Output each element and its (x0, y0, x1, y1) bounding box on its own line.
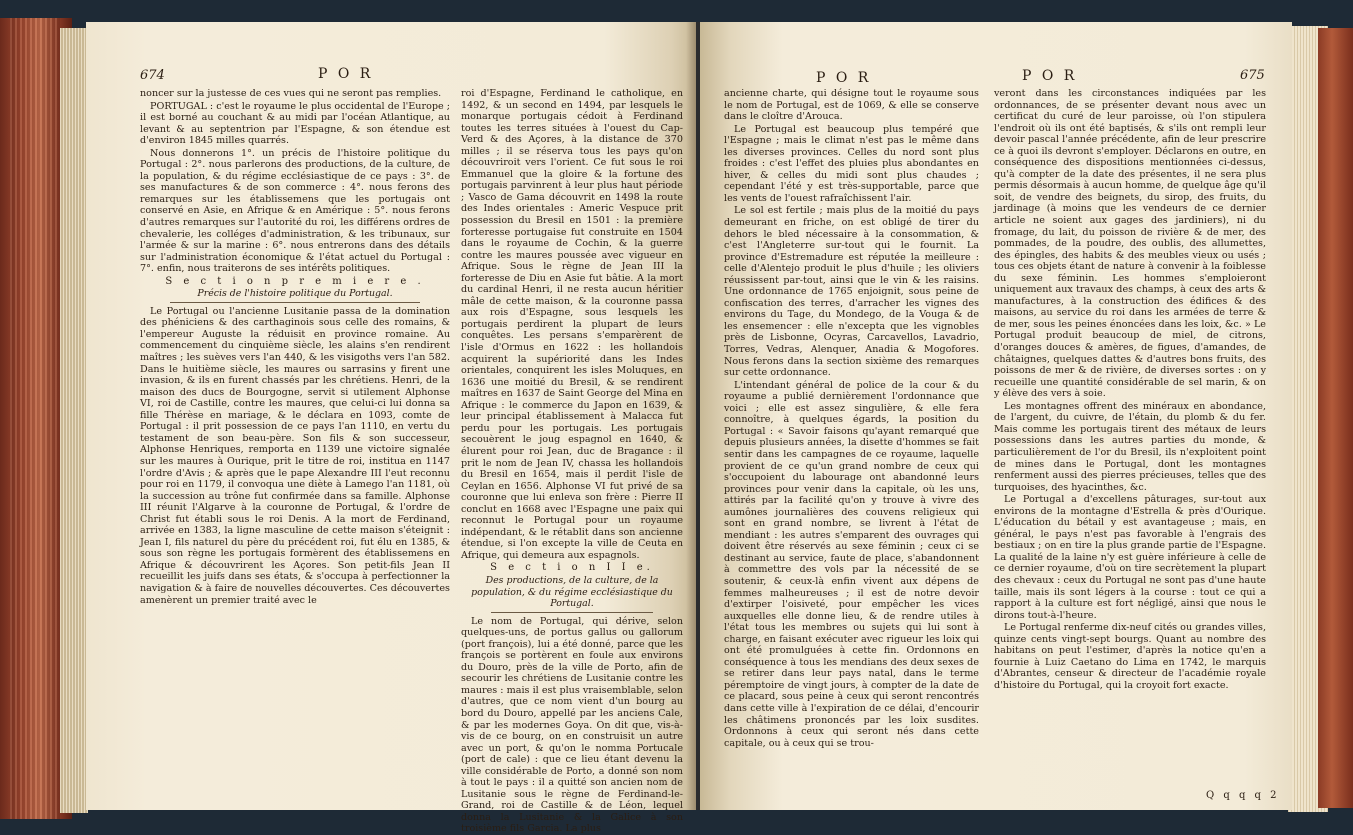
section-title: S e c t i o n p r e m i e r e . (165, 275, 425, 287)
left-page (86, 22, 696, 835)
section-subtitle: Précis de l'histoire politique du Portugal. (197, 288, 393, 300)
paragraph: Les montagnes offrent des minéraux en abondance, de l'argent, du cuivre, de l'étain, du plomb & du fer. Mais comme les portugais tirent des métaux de leurs possessions dans les autres parties du monde, & particulièrement de l'or du Bresil, ils n'exploitent point de mines dans le Portugal, dont les montagnes renferment aussi des pierres précieuses, telles que des turquoises, des hyacinthes, &c. (994, 400, 1266, 493)
running-head-left: P O R (318, 66, 374, 82)
page-number-right: 675 (1240, 68, 1265, 83)
running-head-right-2: P O R (1022, 68, 1078, 84)
paragraph: PORTUGAL : c'est le royaume le plus occidental de l'Europe ; il est borné au couchant & au midi par l'océan Atlantique, au levant & au septentrion par l'Espagne, & son étendue est d'environ 1845 milles quarrés. (140, 100, 450, 147)
paragraph: Le sol est fertile ; mais plus de la moitié du pays demeurant en friche, on est obligé de tirer du dehors le bled nécessaire à la consommation, & c'est l'Angleterre sur-tout qui le fournit. La province d'Estremadure est réputée la meilleure : celle d'Alentejo produit le plus d'huile ; les oliviers réussissent par-tout, ainsi que le vin & les raisins. Une ordonnance de 1765 enjoignit, sous peine de confiscation des terres, d'arracher les vignes des environs du Tage, du Mondego, de la Vouga & de les ensemencer : elle n'excepta que les vignobles près de Lisbonne, Ocyras, Carcavellos, Lavadrio, Torres, Vedras, Alenquer, Anadia & Mogofores. Nous ferons dans la section sixième des remarques sur cette ordonnance. (724, 205, 979, 379)
right-page (700, 22, 1292, 810)
book-cover-right (1318, 28, 1353, 808)
paragraph: Nous donnerons 1°. un précis de l'histoire politique du Portugal : 2°. nous parlerons des productions, de la culture, de la population, & du régime ecclésiastique de ce pays : 3°. de ses manufactures & de son commerce : 4°. nous ferons des remarques sur les établissemens que les portugais ont conservé en Asie, en Afrique & en Amérique : 5°. nous ferons d'autres remarques sur l'autorité du roi, les différens ordres de chevalerie, les colléges d'administration, & les tribunaux, sur l'armée & sur la marine : 6°. nous entrerons dans des détails sur l'administration économique & l'état actuel du Portugal : 7°. enfin, nous traiterons de ses intérêts politiques. (140, 147, 450, 275)
paragraph: roi d'Espagne, Ferdinand le catholique, en 1492, & un second en 1494, par lesquels le monarque portugais cédoit à Ferdinand toutes les terres situées à l'ouest du Cap-Verd & des Açores, à la distance de 370 milles ; il se réserva tous les pays qu'on découvriroit vers l'orient. Ce fut sous le roi Emmanuel que la gloire & la fortune des portugais parvinrent à leur plus haut période ; Vasco de Gama découvrit en 1498 la route des Indes orientales : Americ Vespuce prit possession du Bresil en 1501 : la première forteresse portugaise fut construite en 1504 dans le royaume de Cochin, & la guerre contre les maures poussée avec vigueur en Afrique. Sous le règne de Jean III la forteresse de Diu en Asie fut bâtie. A la mort du cardinal Henri, il ne resta aucun héritier mâle de cette maison, & la couronne passa aux rois d'Espagne, sous lesquels les portugais perdirent la plupart de leurs conquêtes. Les persans s'emparèrent de l'isle d'Ormus en 1622 : les hollandois acquirent la supériorité dans les Indes orientales, conquirent les isles Moluques, en 1636 une moitié du Bresil, & se rendirent maîtres en 1637 de Saint George del Mina en Afrique : le commerce du Japon en 1639, & leur principal établissement à Malacca fut perdu pour les portugais. Les portugais secouèrent le joug espagnol en 1640, & élurent pour roi Jean, duc de Bragance : il prit le nom de Jean IV, chassa les hollandois du Bresil en 1654, mais il perdit l'isle de Ceylan en 1656. Alphonse VI fut privé de sa couronne que lui enleva son frère : Pierre II conclut en 1668 avec l'Espagne une paix qui reconnut le Portugal pour un royaume indépendant, & le rétablit dans son ancienne étendue, si l'on excepte la ville de Ceuta en Afrique, qui demeura aux espagnols. (461, 88, 683, 561)
paragraph: Le nom de Portugal, qui dérive, selon quelques-uns, de portus gallus ou gallorum (port françois), lui a été donné, parce que les françois se portèrent en foule aux environs du Douro, près de la ville de Porto, afin de secourir les chrétiens de Lusitanie contre les maures : mais il est plus vraisemblable, selon d'autres, que ce nom vient d'un bourg au bord du Douro, appellé par les anciens Cale, & par les modernes Goya. On dit que, vis-à-vis de ce bourg, on en construisit un autre avec un port, & qu'on le nomma Portucale (port de cale) : que ce lieu étant devenu la ville considérable de Porto, a donné son nom à tout le pays : il a quitté son ancien nom de Lusitanie sous le règne de Ferdinand-le-Grand, roi de Castille & de Léon, lequel donna la Lusitanie & la Galice à son troisième fils Garcia. La plus (461, 615, 683, 835)
paragraph: noncer sur la justesse de ces vues qui ne seront pas remplies. (140, 88, 442, 99)
right-page-column-2 (994, 88, 1266, 788)
page-edges-left (60, 28, 88, 813)
paragraph: veront dans les circonstances indiquées par les ordonnances, de se présenter devant nous avec un certificat du curé de leur paroisse, où l'on stipulera l'endroit où ils ont été baptisés, & s'ils ont rempli leur devoir pascal l'année précédente, afin de leur prescrire ce à quoi ils devront s'employer. Déclarons en outre, en conséquence des dispositions mentionnées ci-dessus, qu'à compter de la date des présentes, il ne sera plus permis désormais à aucun homme, de quelque âge qu'il soit, de vendre des beignets, du sirop, des fruits, du jardinage (à moins que les vendeurs de ce dernier article ne soient aux gages des jardiniers), ni du fromage, du lait, du poisson de rivière & de mer, des pommades, de la poudre, des oublis, des allumettes, des épingles, des habits & des meubles vieux ou usés ; tous ces objets étant de nature à convenir à la foiblesse du sexe féminin. Les hommes s'emploieront uniquement aux travaux des champs, à ceux des arts & manufactures, à la construction des édifices & des maisons, au service du roi dans les armées de terre & de mer, sous les peines énoncées dans les loix, &c. » Le Portugal produit beaucoup de miel, de citrons, d'oranges douces & amères, de figues, d'amandes, de châtaignes, quelques dattes & d'autres bons fruits, des poissons de mer & de rivière, de diverses sortes : on y recueille une quantité considérable de sel marin, & on y élève des vers à soie. (994, 88, 1266, 400)
paragraph: Le Portugal est beaucoup plus tempéré que l'Espagne ; mais le climat n'est pas le même dans les diverses provinces. Celles du nord sont plus froides : c'est l'effet des pluies plus abondantes en hiver, & celles du midi sont plus chaudes ; cependant l'été y est très-supportable, parce que les vents de l'ouest rafraîchissent l'air. (724, 123, 979, 204)
divider (491, 612, 653, 613)
divider (170, 302, 420, 303)
paragraph: Le Portugal renferme dix-neuf cités ou grandes villes, quinze cents vingt-sept bourgs. Quant au nombre des habitans on peut l'estimer, d'après la notice qu'en a fournie à Luiz Caetano do Lima en 1742, le marquis d'Abrantes, censeur & directeur de l'académie royale d'histoire du Portugal, qui la croyoit fort exacte. (994, 622, 1266, 691)
paragraph: Le Portugal a d'excellens pâturages, sur-tout aux environs de la montagne d'Estrella & près d'Ourique. L'éducation du bétail y est avantageuse ; mais, en général, le pays n'est pas favorable à l'engrais des bestiaux ; on en tire la plus grande partie de l'Espagne. La qualité de la laine n'y est guère inférieure à celle de ce dernier royaume, d'où on tire secrètement la plupart des chevaux : ceux du Portugal ne sont pas d'une haute taille, mais ils sont légers à la course : tout ce qui a rapport à la culture est fort négligé, ainsi que nous le dirons tout-à-l'heure. (994, 494, 1266, 621)
page-number-left: 674 (140, 68, 165, 83)
left-page-column-1 (140, 88, 450, 806)
section-subtitle: Des productions, de la culture, de la population, & du régime ecclésiastique du Portugal. (471, 574, 673, 610)
signature-mark: Q q q q 2 (1206, 790, 1280, 801)
left-page-column-2 (461, 88, 683, 835)
right-page-column-1 (724, 88, 979, 800)
paragraph: ancienne charte, qui désigne tout le royaume sous le nom de Portugal, est de 1069, & elle se conserve dans le cloître d'Arouca. (724, 88, 979, 123)
paragraph: L'intendant général de police de la cour & du royaume a publié dernièrement l'ordonnance que voici ; elle est assez singulière, & elle fera connoître, à quelques égards, la position du Portugal : « Savoir faisons qu'ayant remarqué que depuis plusieurs années, la disette d'hommes se fait sentir dans les campagnes de ce royaume, laquelle provient de ce qu'un grand nombre de ceux qui s'occupoient du labourage ont abandonné leurs provinces pour venir dans la capitale, où les uns, attirés par la facilité qu'on y trouve à vivre des aumônes journalières des couvens religieux qui sont en grand nombre, se livrent à l'état de mendiant : les autres s'emparent des ouvrages qui doivent être réservés au sexe féminin ; ceux ci se destinant au service, faute de place, s'abandonnent à commettre des vols par la nécessité de se soutenir, & ceux-là enfin vivent aux dépens de femmes malheureuses ; il est de notre devoir d'extirper l'oisiveté, pour empêcher les vices auxquelles elle donne lieu, & de rendre utiles à l'état tous les membres ou sujets qui lui sont à charge, en faisant exécuter avec rigueur les loix qui ont été promulguées à cette fin. Ordonnons en conséquence à tous les mendians des deux sexes de se retirer dans leur pays natal, dans le terme péremptoire de vingt jours, à compter de la date de ce placard, sous peine à ceux qui seront rencontrés dans cette ville à l'expiration de ce délai, d'encourir les châtimens prononcés par les loix susdites. Ordonnons à ceux qui seront nés dans cette capitale, ou à ceux qui se trou- (724, 379, 979, 749)
running-head-right: P O R (816, 70, 872, 86)
section-title: S e c t i o n I I e. (490, 562, 654, 574)
paragraph: Le Portugal ou l'ancienne Lusitanie passa de la domination des phéniciens & des carthaginois sous celle des romains, & l'empereur Auguste la réduisit en province romaine. Au commencement du cinquième siècle, les alains s'en rendirent maîtres ; les suèves vers l'an 440, & les visigoths vers l'an 582. Dans le huitième siècle, les maures ou sarrasins y firent une invasion, & ils en furent chassés par les chrétiens. Henri, de la maison des ducs de Bourgogne, servit si utilement Alphonse VI, roi de Castille, contre les maures, que celui-ci lui donna sa fille Thérèse en mariage, & le déclara en 1093, comte de Portugal : il prit possession de ce pays l'an 1110, en vertu du testament de son beau-père. Son fils & son successeur, Alphonse Henriques, remporta en 1139 une victoire signalée sur les maures à Ourique, prit le titre de roi, institua en 1147 l'ordre d'Avis ; & après que le pape Alexandre III l'eut reconnu pour roi en 1179, il convoqua une diète à Lamego l'an 1181, où la succession au trône fut confirmée dans sa famille. Alphonse III réunit l'Algarve à la couronne de Portugal, & l'ordre de Christ fut établi sous le roi Denis. A la mort de Ferdinand, arrivée en 1383, la ligne masculine de cette maison s'éteignit : Jean I, fils naturel du père du précédent roi, fut élu en 1385, & sous son règne les portugais formèrent des établissemens en Afrique & découvrirent les Açores. Son petit-fils Jean II recueillit les juifs dans ses états, & s'occupa à perfectionner la navigation & à faire de nouvelles découvertes. Ces découvertes amenèrent un premier traité avec le (140, 305, 450, 606)
